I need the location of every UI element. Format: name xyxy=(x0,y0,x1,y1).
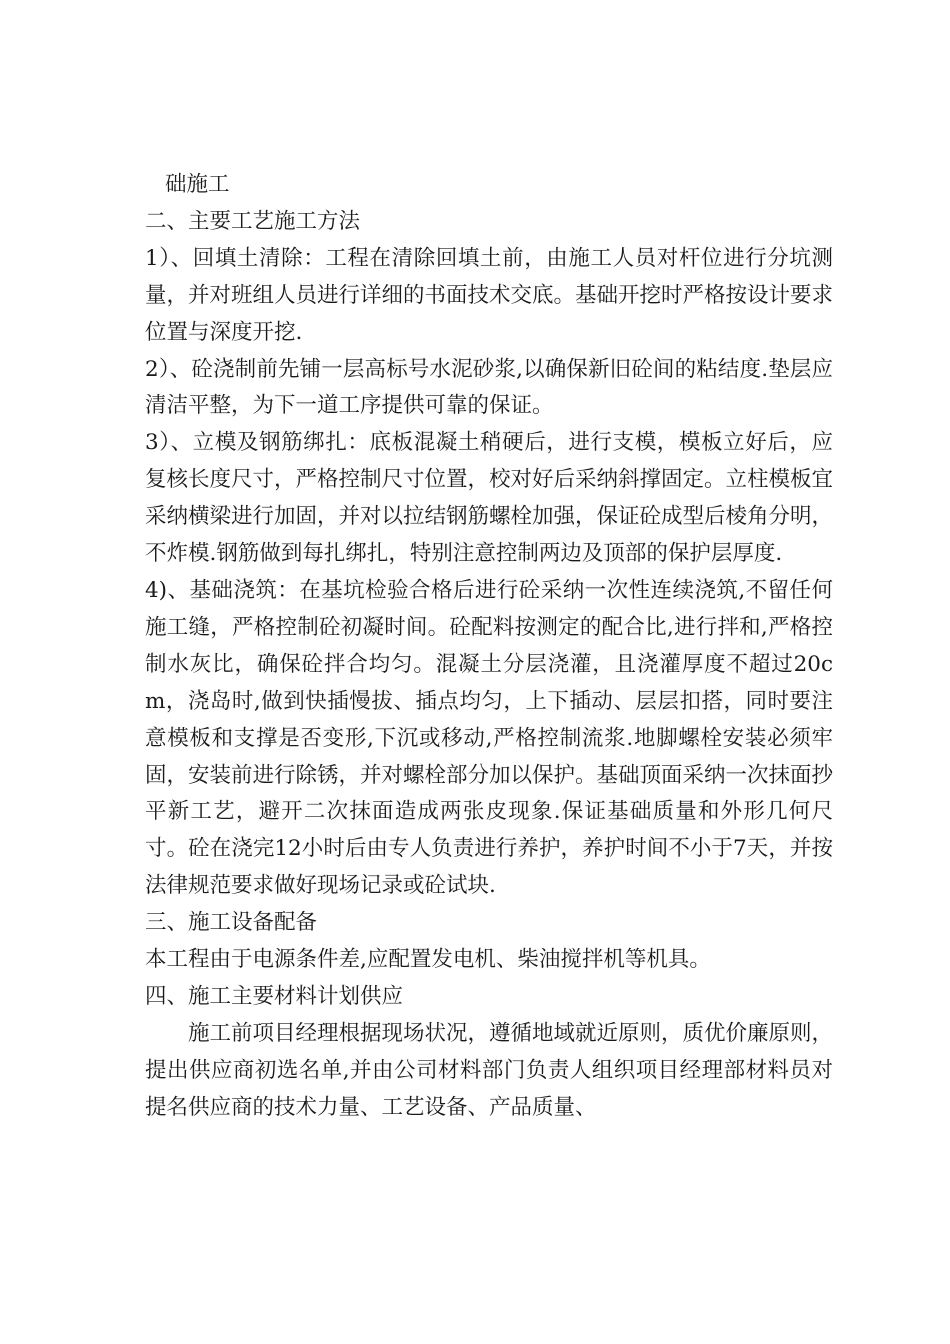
paragraph-equipment: 本工程由于电源条件差,应配置发电机、柴油搅拌机等机具。 xyxy=(145,947,711,973)
paragraph-step-1: 1）、回填土清除：工程在清除回填土前，由施工人员对杆位进行分坑测量，并对班组人员进行详细的书面技术交底。基础开挖时严格按设计要求位置与深度开挖. xyxy=(145,245,834,345)
section-heading-3: 三、施工设备配备 xyxy=(145,910,318,936)
section-heading-4: 四、施工主要材料计划供应 xyxy=(145,983,404,1009)
paragraph-step-4: 4)、基础浇筑：在基坑检验合格后进行砼采纳一次性连续浇筑,不留任何施工缝，严格控制砼初凝时间。砼配料按测定的配合比,进行拌和,严格控制水灰比，确保砼拌合均匀。混凝土分层浇灌，且浇灌厚度不超过20cm，浇岛时,做到快插慢拔、插点均匀，上下插动、层层扣搭，同时要注意模板和支撑是否变形,下沉或移动,严格控制流浆.地脚螺栓安装必须牢固，安装前进行除锈，并对螺栓部分加以保护。基础顶面采纳一次抹面抄平新工艺，避开二次抹面造成两张皮现象.保证基础质量和外形几何尺寸。砼在浇完12小时后由专人负责进行养护，养护时间不小于7天，并按法律规范要求做好现场记录或砼试块. xyxy=(145,577,834,899)
paragraph-continuation: 础施工 xyxy=(165,172,230,197)
paragraph-step-2: 2）、砼浇制前先铺一层高标号水泥砂浆,以确保新旧砼间的粘结度.垫层应清洁平整，为下一道工序提供可靠的保证。 xyxy=(145,356,833,419)
paragraph-materials: 施工前项目经理根据现场状况，遵循地域就近原则，质优价廉原则，提出供应商初选名单,并由公司材料部门负责人组织项目经理部材料员对提名供应商的技术力量、工艺设备、产品质量、 xyxy=(145,1020,834,1120)
section-heading-2: 二、主要工艺施工方法 xyxy=(145,208,361,234)
document-body xyxy=(145,167,833,1127)
paragraph-step-3: 3）、立模及钢筋绑扎：底板混凝土稍硬后，进行支模，模板立好后，应复核长度尺寸，严格控制尺寸位置，校对好后采纳斜撑固定。立柱模板宜采纳横梁进行加固，并对以拉结钢筋螺栓加强，保证砼成型后棱角分明，不炸模.钢筋做到每扎绑扎，特别注意控制两边及顶部的保护层厚度. xyxy=(145,430,834,567)
